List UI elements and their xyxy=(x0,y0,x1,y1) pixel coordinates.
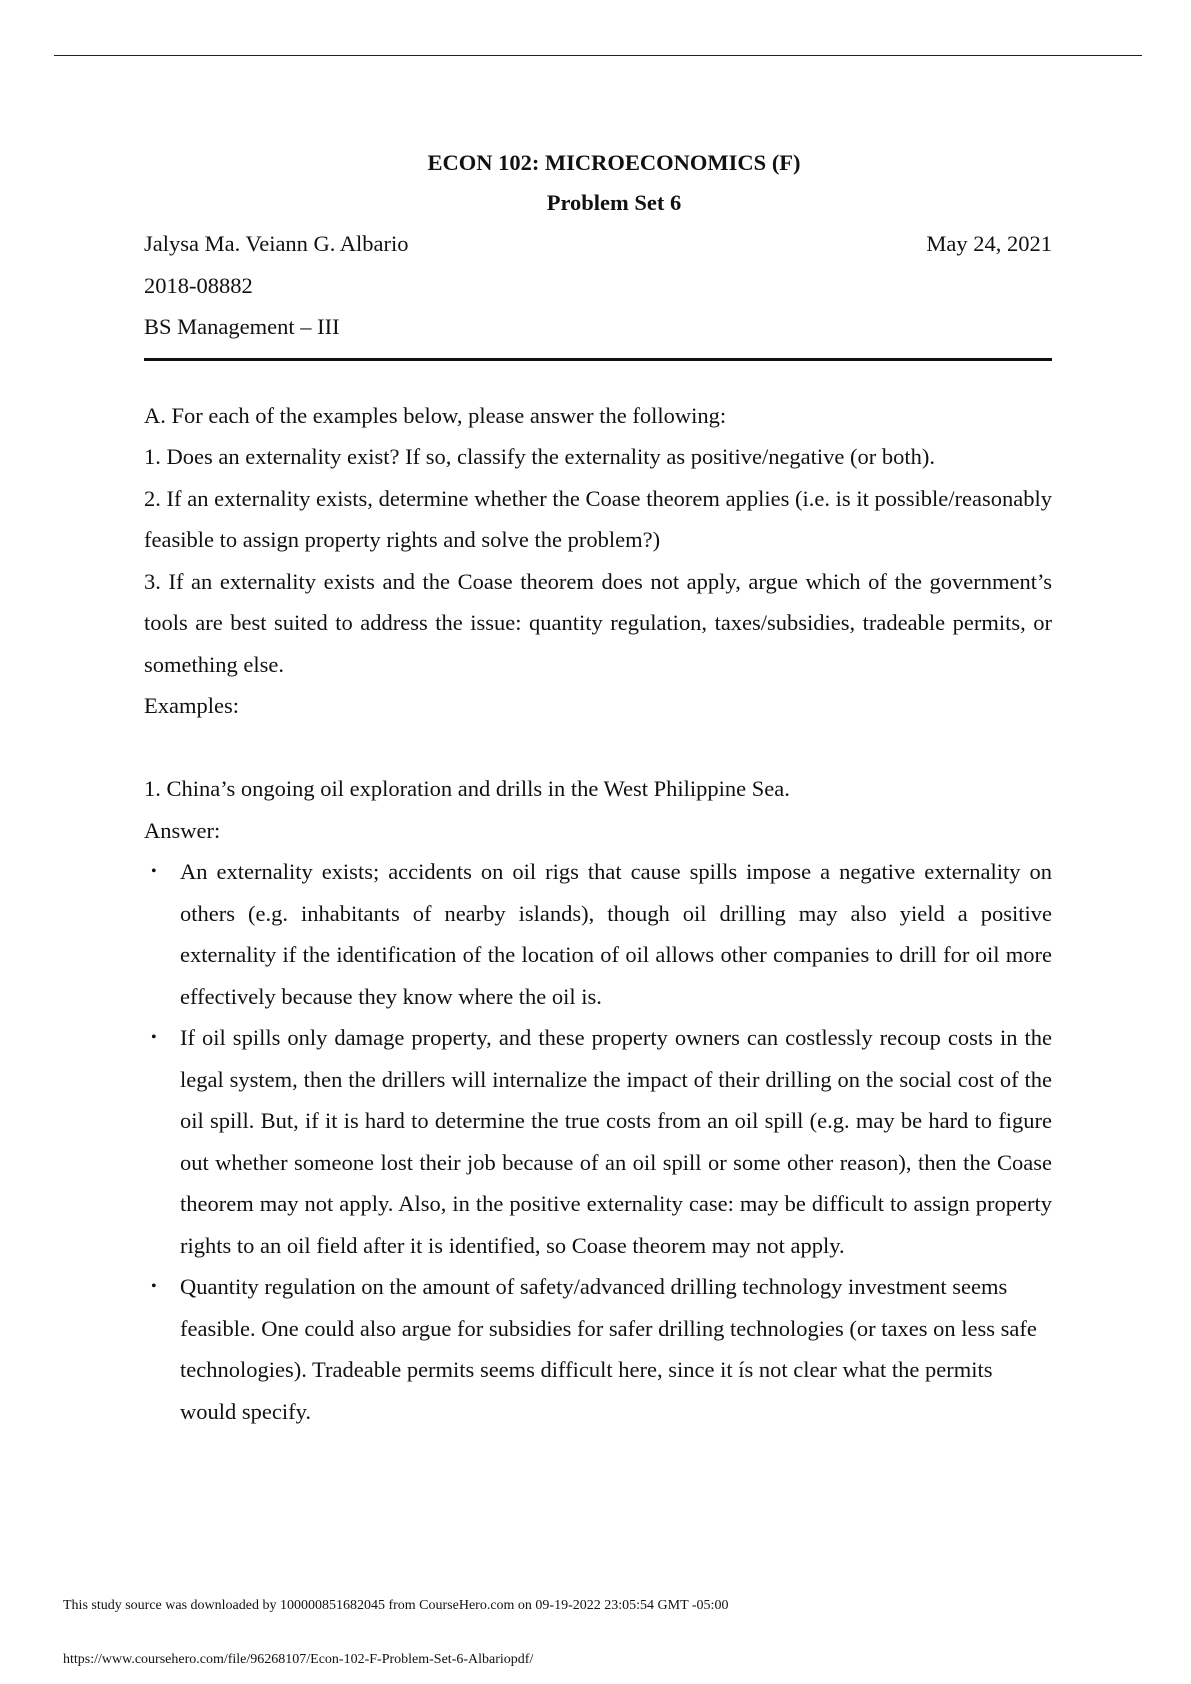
source-url[interactable]: https://www.coursehero.com/file/96268107/Econ-102-F-Problem-Set-6-Albariopdf/ xyxy=(63,1652,534,1667)
problem-set-title: Problem Set 6 xyxy=(546,190,682,215)
student-name: Jalysa Ma. Veiann G. Albario xyxy=(144,231,409,256)
top-rule xyxy=(54,55,1142,56)
answer-label: Answer: xyxy=(144,817,221,843)
student-number: 2018-08882 xyxy=(144,272,253,298)
instruction-q3: 3. If an externality exists and the Coase theorem does not apply, argue which of the government’s tools are best suited to address the issue: quantity regulation, taxes/subsidies, tradeable permits, or something else. xyxy=(144,568,1052,677)
header-divider xyxy=(144,358,1052,361)
bullet-icon: • xyxy=(151,1278,157,1295)
bullet-text: An externality exists; accidents on oil rigs that cause spills impose a negative externality on others (e.g. inhabitants of nearby islands), though oil drilling may also yield a positive externality if the identification of the location of oil allows other companies to drill for oil more effectively because they know where the oil is. xyxy=(180,859,1052,1009)
list-item xyxy=(144,1017,1052,1266)
blank-line xyxy=(144,727,1052,769)
course-title: ECON 102: MICROECONOMICS (F) xyxy=(427,150,801,175)
bullet-text: If oil spills only damage property, and these property owners can costlessly recoup costs in the legal system, then the drillers will internalize the impact of their drilling on the social cost of the oil spill. But, if it is hard to determine the true costs from an oil spill (e.g. may be hard to figure out whether someone lost their job because of an oil spill or some other reason), then the Coase theorem may not apply. Also, in the positive externality case: may be difficult to assign property rights to an oil field after it is identified, so Coase theorem may not apply. xyxy=(180,1025,1052,1258)
example-1-prompt: 1. China’s ongoing oil exploration and drills in the West Philippine Sea. xyxy=(144,776,790,801)
instructions-intro: A. For each of the examples below, please answer the following: xyxy=(144,402,727,428)
instruction-q1: 1. Does an externality exist? If so, classify the externality as positive/negative (or both). xyxy=(144,444,936,469)
examples-label: Examples: xyxy=(144,693,239,718)
list-item xyxy=(144,851,1052,1017)
bullet-icon: • xyxy=(151,1029,157,1046)
answer-bullets xyxy=(144,851,1052,1432)
instruction-q2: 2. If an externality exists, determine whether the Coase theorem applies (i.e. is it possible/reasonably feasible to assign property rights and solve the problem?) xyxy=(144,485,1052,552)
source-note: This study source was downloaded by 100000851682045 from CourseHero.com on 09-19-2022 23:05:54 GMT -05:00 xyxy=(63,1598,729,1613)
document-date: May 24, 2021 xyxy=(926,231,1052,256)
name-date-row xyxy=(144,223,1052,265)
list-item xyxy=(144,1266,1052,1432)
document-body xyxy=(144,143,1052,1432)
program: BS Management – III xyxy=(144,314,340,339)
bullet-text: Quantity regulation on the amount of safety/advanced drilling technology investment seems feasible. One could also argue for subsidies for safer drilling technologies (or taxes on less safe technologies). Tradeable permits seems difficult here, since it ís not clear what the permits would specify. xyxy=(180,1274,1037,1424)
bullet-icon: • xyxy=(151,863,157,880)
